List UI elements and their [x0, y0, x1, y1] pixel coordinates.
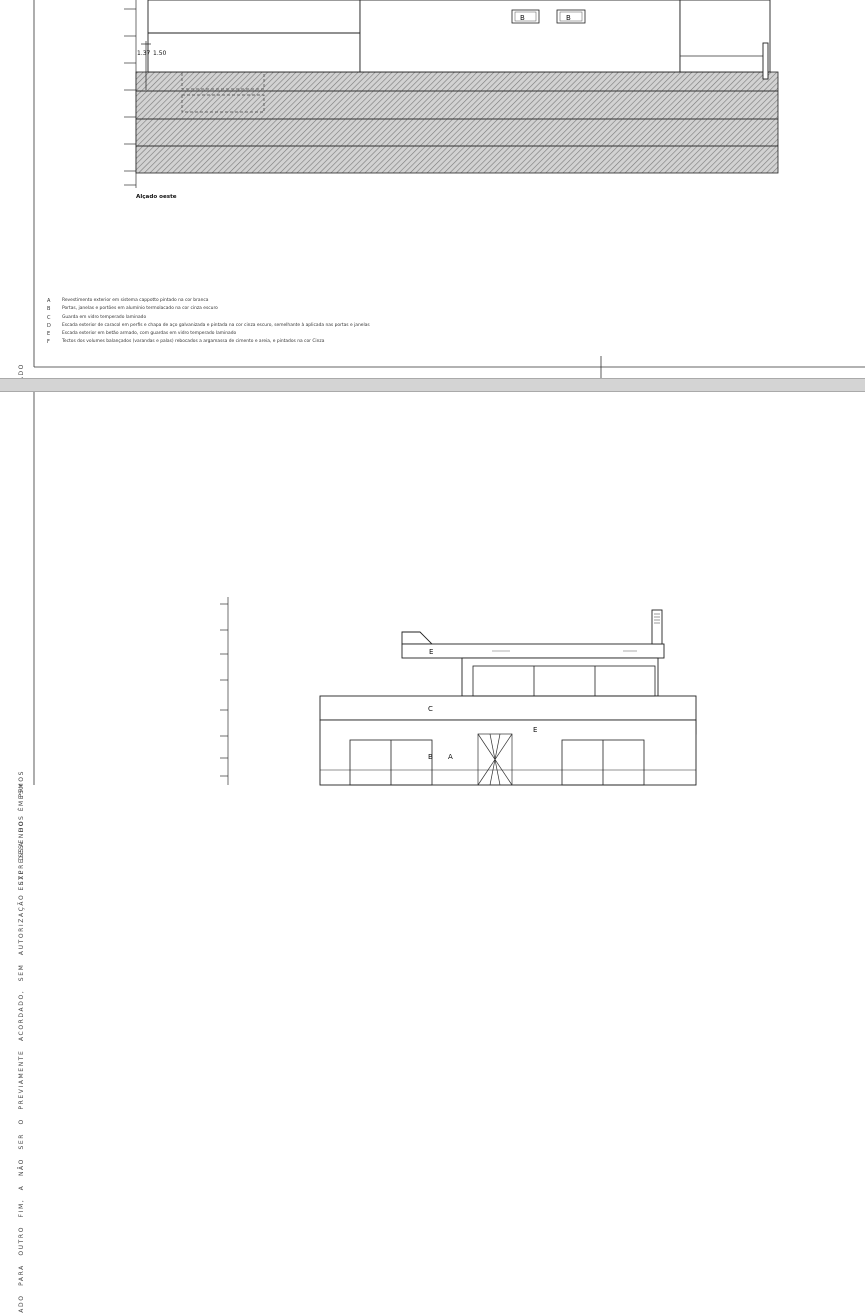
dimension-label-b: 1.50 [153, 50, 167, 57]
legend-item: B Portas, janelas e portões em alumínio termolacado na cor cinza escuro [47, 306, 218, 313]
label-e-mid: E [533, 726, 538, 734]
drawing-sheet-bottom [0, 392, 865, 1313]
chimney-post [763, 43, 768, 79]
label-a: A [448, 753, 453, 761]
drawing-sheet-top [0, 0, 865, 378]
legend-item: E Escada exterior em betão armado, com guardas em vidro temperado laminado [47, 331, 237, 338]
window-tag-b1: B [520, 14, 525, 22]
legend-item: A Revestimento exterior em sistema cappotto pintado na cor branca [47, 298, 209, 304]
elevation-drawing [0, 392, 865, 785]
page-separator [0, 378, 865, 392]
window-tag-b2: B [566, 14, 571, 22]
copyright-side-note: ADO PARA OUTRO FIM, A NÃO SER O PREVIAMENTE ACORDADO, SEM AUTORIZAÇÃO EXPRESSA DOS MESMOS [18, 770, 25, 1313]
label-e-top: E [429, 648, 434, 656]
legend-item: D Escada exterior de caracol em perfis e chapa de aço galvanizada e pintada na cor cinza escuro, semelhante à aplicada nas portas e janelas [47, 322, 370, 329]
legend-item: F Tectos dos volumes balançados (varandas e palas) rebocados a argamassa de cimento e areia, e pintados na cor Cinza [47, 339, 325, 346]
label-c: C [428, 705, 433, 713]
drawing-caption: Alçado oeste [136, 194, 177, 200]
ground-section-hatch [136, 72, 778, 173]
label-b: B [428, 753, 433, 761]
level-ruler [220, 597, 228, 785]
legend-item: C Guarda em vidro temperado laminado [47, 314, 147, 321]
materials-legend [47, 297, 370, 347]
level-ruler [124, 0, 136, 188]
dimension-label-a: 1.37 [137, 50, 151, 57]
